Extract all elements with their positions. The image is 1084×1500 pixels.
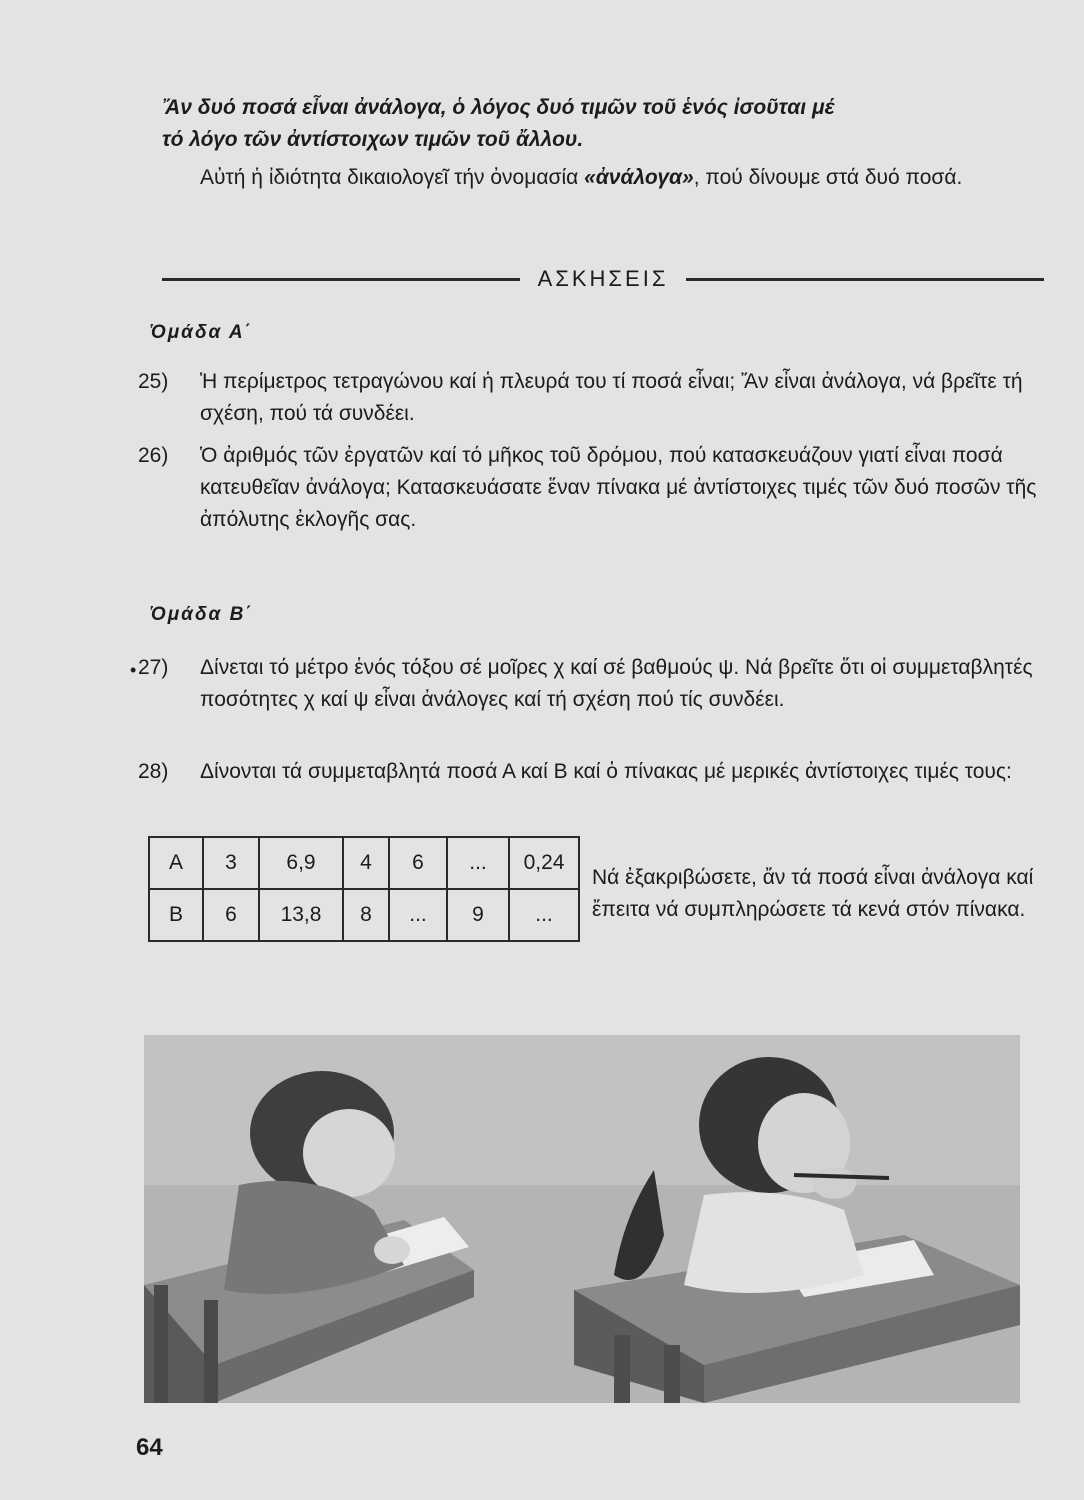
table-cell: 9: [447, 889, 509, 941]
exercise-28: [138, 756, 1048, 788]
exercise-25: [138, 366, 1048, 430]
group-a-label: Ὁμάδα Α΄: [150, 322, 253, 343]
justification-paragraph: [162, 162, 1042, 194]
justification-term: «ἀνάλογα»: [584, 166, 694, 189]
exercise-27: [138, 652, 1048, 716]
table-row-a: [149, 837, 579, 889]
table-cell: ...: [389, 889, 447, 941]
values-table: [148, 836, 580, 942]
page-number: 64: [136, 1434, 163, 1461]
heading-rule-right: [686, 278, 1044, 281]
table-cell: 3: [203, 837, 259, 889]
students-at-desks-image: [144, 1035, 1020, 1403]
table-row-b: [149, 889, 579, 941]
justification-text-before: Αὐτή ἡ ἰδιότητα δικαιολογεῖ τήν ὀνομασία: [200, 166, 585, 189]
table-cell: Β: [149, 889, 203, 941]
justification-text-after: , πού δίνουμε στά δυό ποσά.: [693, 166, 963, 189]
exercise-text: Ἡ περίμετρος τετραγώνου καί ἡ πλευρά του τί ποσά εἶναι; Ἄν εἶναι ἀνάλογα, νά βρεῖτε τή σχέση, πού τά συνδέει.: [200, 370, 1023, 425]
exercise-number: 25): [138, 370, 169, 393]
table-cell: 13,8: [259, 889, 343, 941]
exercise-number: 27): [138, 656, 169, 679]
table-cell: Α: [149, 837, 203, 889]
table-cell: 6: [203, 889, 259, 941]
group-b-label: Ὁμάδα Β΄: [150, 604, 254, 625]
exercise-number: 26): [138, 444, 169, 467]
exercise-mark: •: [130, 660, 137, 680]
theorem-statement: [162, 92, 1052, 156]
table-cell: ...: [447, 837, 509, 889]
table-cell: 8: [343, 889, 389, 941]
classroom-illustration: [144, 1035, 1020, 1403]
exercise-text: Δίνονται τά συμμεταβλητά ποσά Α καί Β καί ὁ πίνακας μέ μερικές ἀντίστοιχες τιμές τους:: [200, 760, 1012, 783]
table-cell: 0,24: [509, 837, 579, 889]
table-instructions: Νά ἐξακριβώσετε, ἄν τά ποσά εἶναι ἀνάλογα καί ἔπειτα νά συμπληρώσετε τά κενά στόν πίνακα.: [592, 866, 1034, 921]
table-cell: 6: [389, 837, 447, 889]
heading-rule-left: [162, 278, 520, 281]
exercises-heading: [162, 262, 1044, 296]
exercise-number: 28): [138, 760, 169, 783]
exercise-26: [138, 440, 1048, 536]
exercises-title: ΑΣΚΗΣΕΙΣ: [537, 266, 669, 291]
theorem-line-1: Ἄν δυό ποσά εἶναι ἀνάλογα, ὁ λόγος δυό τιμῶν τοῦ ἑνός ἰσοῦται μέ: [162, 96, 835, 119]
theorem-line-2: τό λόγο τῶν ἀντίστοιχων τιμῶν τοῦ ἄλλου.: [162, 128, 584, 151]
exercise-text: Δίνεται τό μέτρο ἑνός τόξου σέ μοῖρες χ καί σέ βαθμούς ψ. Νά βρεῖτε ὅτι οἱ συμμεταβλητές ποσότητες χ καί ψ εἶναι ἀνάλογες καί τή σχέση πού τίς συνδέει.: [200, 656, 1033, 711]
table-cell: 6,9: [259, 837, 343, 889]
table-cell: 4: [343, 837, 389, 889]
table-cell: ...: [509, 889, 579, 941]
exercise-text: Ὁ ἀριθμός τῶν ἐργατῶν καί τό μῆκος τοῦ δρόμου, πού κατασκευάζουν γιατί εἶναι ποσά κατευθεῖαν ἀνάλογα; Κατασκευάσατε ἕναν πίνακα μέ ἀντίστοιχες τιμές τῶν δυό ποσῶν τῆς ἀπόλυτης ἐκλογῆς σας.: [200, 444, 1037, 531]
